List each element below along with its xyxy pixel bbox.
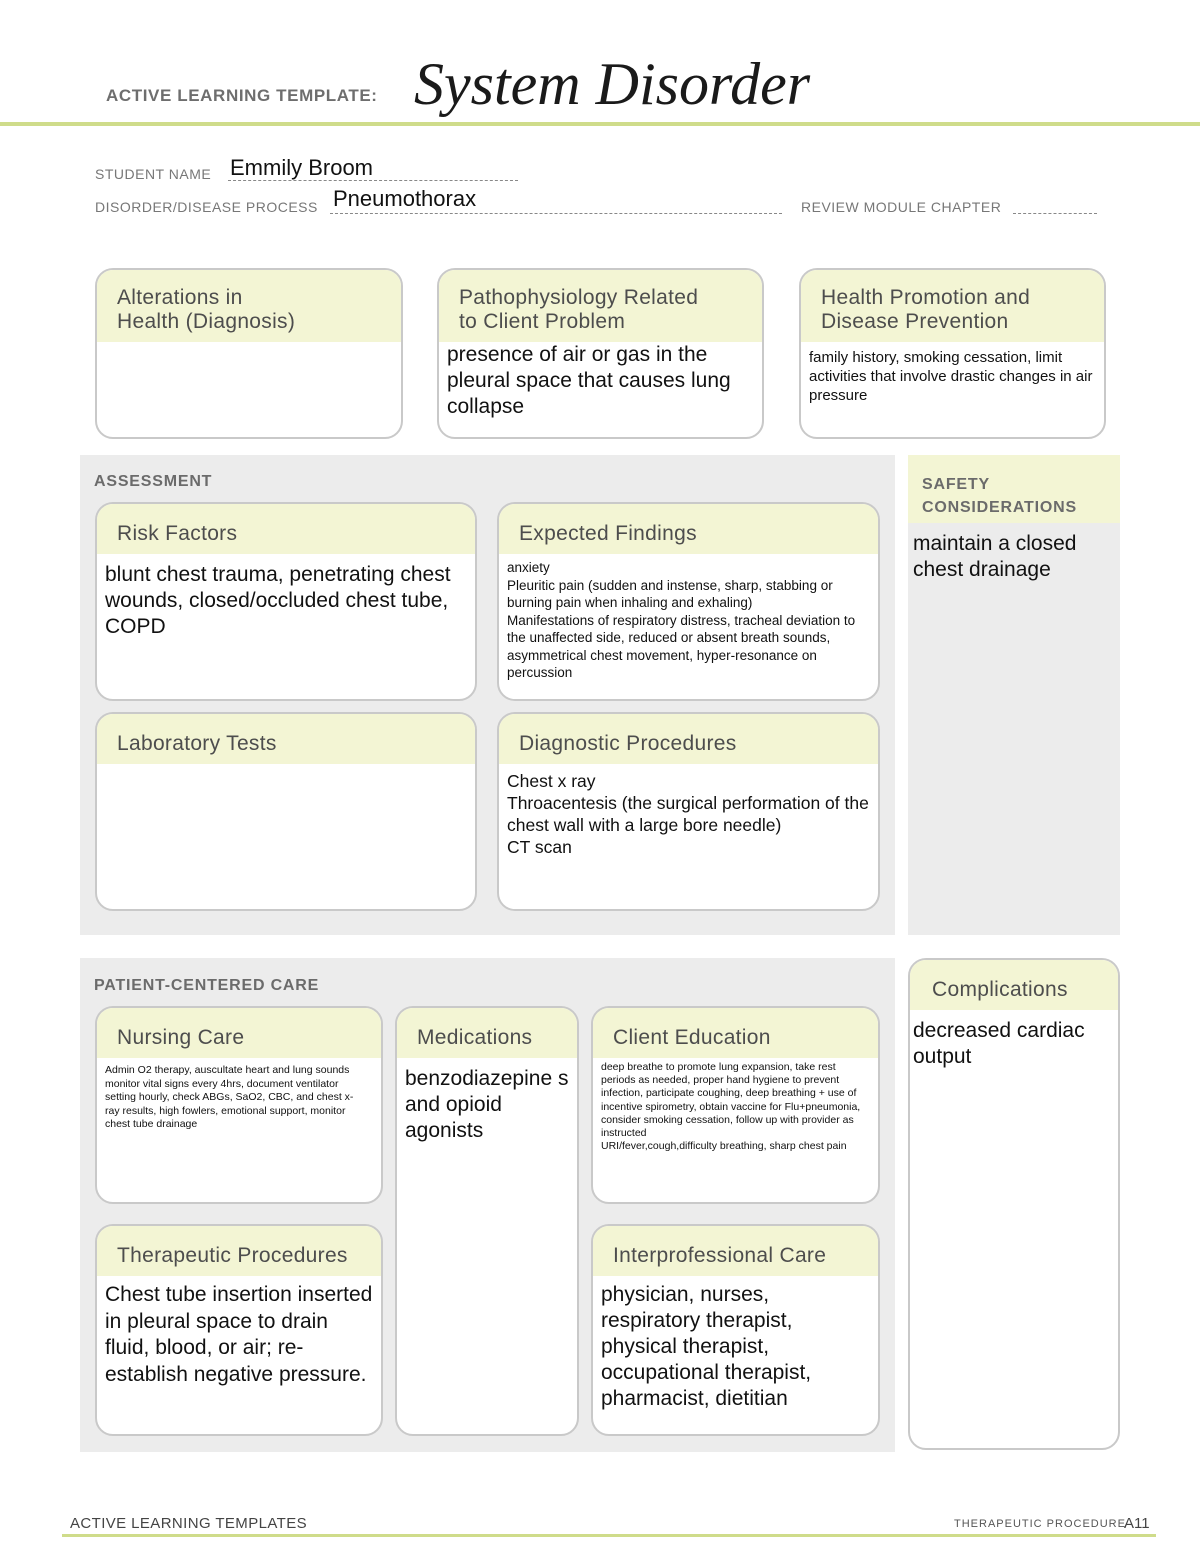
footer-right-label: THERAPEUTIC PROCEDURE [954,1518,1126,1530]
diagnostic-procedures-box [497,712,880,911]
therapeutic-procedures-body[interactable]: Chest tube insertion inserted in pleural space to drain fluid, blood, or air; re-establish negative pressure. [105,1283,373,1386]
alterations-body[interactable] [97,342,401,344]
template-label: ACTIVE LEARNING TEMPLATE: [106,86,378,105]
client-education-box [591,1006,880,1204]
student-name-field[interactable]: Emmily Broom [230,155,374,180]
health-promotion-box [799,268,1106,439]
risk-factors-title: Risk Factors [97,504,475,554]
expected-findings-title: Expected Findings [499,504,878,554]
footer-left-label: ACTIVE LEARNING TEMPLATES [70,1515,307,1532]
diagnostic-procedures-title: Diagnostic Procedures [499,714,878,764]
nursing-care-box [95,1006,383,1204]
disorder-line [330,213,782,214]
client-education-title: Client Education [593,1008,878,1058]
disorder-field[interactable]: Pneumothorax [333,186,477,211]
safety-body[interactable]: maintain a closed chest drainage [913,532,1077,581]
review-module-label: REVIEW MODULE CHAPTER [801,199,1002,215]
nursing-care-title: Nursing Care [97,1008,381,1058]
nursing-care-body[interactable]: Admin O2 therapy, auscultate heart and lung sounds monitor vital signs every 4hrs, document ventilator setting hourly, check ABGs, SaO2, CBC, and chest x-ray results, high fowlers, emotional support, monitor chest tube drainage [105,1064,354,1130]
complications-body[interactable]: decreased cardiac output [913,1019,1085,1068]
assessment-title: ASSESSMENT [94,473,213,490]
disorder-label: DISORDER/DISEASE PROCESS [95,199,318,215]
expected-findings-body[interactable]: anxiety Pleuritic pain (sudden and instense, sharp, stabbing or burning pain when inhaling and exhaling) Manifestations of respiratory distress, tracheal deviation to the unaffected side, reduced or absent breath sounds, asymmetrical chest movement, hyper-resonance on percussion [507,560,856,680]
therapeutic-procedures-box [95,1224,383,1436]
interprofessional-care-body[interactable]: physician, nurses, respiratory therapist, physical therapist, occupational therapist, pharmacist, dietitian [601,1283,812,1410]
footer-page-code: A11 [1124,1515,1150,1532]
safety-title: SAFETY CONSIDERATIONS [922,476,1077,516]
interprofessional-care-box [591,1224,880,1436]
laboratory-tests-title: Laboratory Tests [97,714,475,764]
alterations-title: Alterations in Health (Diagnosis) [97,270,401,342]
interprofessional-care-title: Interprofessional Care [593,1226,878,1276]
risk-factors-box [95,502,477,701]
pathophysiology-box [437,268,764,439]
laboratory-tests-box [95,712,477,911]
diagnostic-procedures-body[interactable]: Chest x ray Throacentesis (the surgical performation of the chest wall with a large bore needle) CT scan [507,771,869,857]
medications-body[interactable]: benzodiazepine s and opioid agonists [405,1067,569,1142]
risk-factors-body[interactable]: blunt chest trauma, penetrating chest wounds, closed/occluded chest tube, COPD [105,563,451,638]
medications-title: Medications [397,1008,577,1058]
student-name-label: STUDENT NAME [95,166,212,182]
review-module-line [1013,213,1097,214]
header-rule [0,122,1200,126]
pathophysiology-title: Pathophysiology Related to Client Problem [439,270,762,342]
safety-panel [908,455,1120,935]
template-title: System Disorder [414,51,811,117]
complications-title: Complications [910,960,1118,1010]
medications-box [395,1006,579,1436]
expected-findings-box [497,502,880,701]
client-education-body[interactable]: deep breathe to promote lung expansion, take rest periods as needed, proper hand hygiene to prevent infection, participate coughing, deep breathing + use of incentive spirometry, obtain vaccine for Flu+pneumonia, consider smoking cessation, follow up with provider as instructed URI/fever,cough,difficulty breathing, sharp chest pain [601,1061,861,1153]
patient-care-title: PATIENT-CENTERED CARE [94,977,320,994]
footer-rule [62,1534,1156,1537]
health-promotion-title: Health Promotion and Disease Prevention [801,270,1104,342]
therapeutic-procedures-title: Therapeutic Procedures [97,1226,381,1276]
health-promotion-body[interactable]: family history, smoking cessation, limit activities that involve drastic changes in air pressure [809,349,1093,404]
alterations-box [95,268,403,439]
laboratory-tests-body[interactable] [97,764,475,766]
complications-box [908,958,1120,1450]
pathophysiology-body[interactable]: presence of air or gas in the pleural space that causes lung collapse [447,343,731,418]
